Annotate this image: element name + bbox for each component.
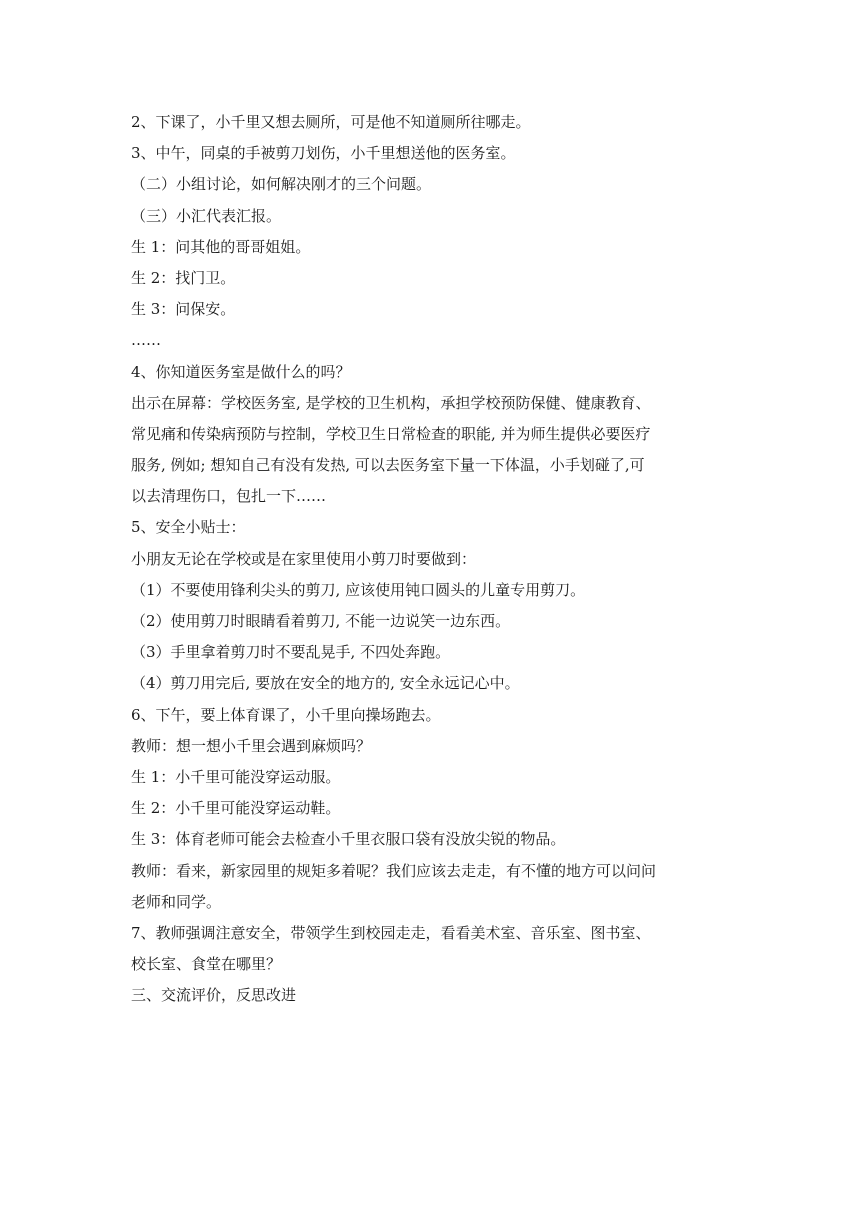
text-line: 生 1：问其他的哥哥姐姐。 [131,237,311,256]
text-line: 生 2：小千里可能没穿运动鞋。 [131,799,341,818]
text-line: （3）手里拿着剪刀时不要乱晃手, 不四处奔跑。 [131,643,451,662]
text-line: 服务, 例如; 想知自己有没有发热, 可以去医务室下量一下体温，小手划碰了,可 [131,456,645,475]
text-line: 3、中午，同桌的手被剪刀划伤，小千里想送他的医务室。 [131,144,516,163]
text-line: 三、交流评价，反思改进 [131,986,297,1005]
text-line: 小朋友无论在学校或是在家里使用小剪刀时要做到： [131,549,477,568]
text-line: 生 3：问保安。 [131,300,236,319]
text-line: （二）小组讨论，如何解决刚才的三个问题。 [131,175,432,194]
text-line: 5、安全小贴士： [131,518,246,537]
text-line: 7、教师强调注意安全，带领学生到校园走走，看看美术室、音乐室、图书室、 [131,923,651,942]
text-line: 校长室、食堂在哪里？ [131,955,282,974]
text-line: 生 1：小千里可能没穿运动服。 [131,767,341,786]
text-line: （三）小汇代表汇报。 [131,206,282,225]
text-line: 以去清理伤口，包扎一下…… [131,487,327,506]
text-line: 常见痛和传染病预防与控制，学校卫生日常检查的职能, 并为师生提供必要医疗 [131,424,651,443]
text-line: 老师和同学。 [131,892,222,911]
text-line: 出示在屏幕：学校医务室, 是学校的卫生机构，承担学校预防保健、健康教育、 [131,393,651,412]
text-line: （1）不要使用锋利尖头的剪刀, 应该使用钝口圆头的儿童专用剪刀。 [131,580,586,599]
text-line: （2）使用剪刀时眼睛看着剪刀, 不能一边说笑一边东西。 [131,612,511,630]
text-line: 教师：看来，新家园里的规矩多着呢？我们应该去走走，有不懂的地方可以问问 [131,861,657,880]
text-line: 教师：想一想小千里会遇到麻烦吗？ [131,736,372,755]
text-line: （4）剪刀用完后, 要放在安全的地方的, 安全永远记心中。 [131,674,520,693]
text-line: 生 3：体育老师可能会去检查小千里衣服口袋有没放尖锐的物品。 [131,830,566,849]
text-line: 4、你知道医务室是做什么的吗？ [131,362,351,381]
text-line: 生 2：找门卫。 [131,268,236,287]
text-line: …… [131,331,161,350]
text-line: 6、下午，要上体育课了，小千里向操场跑去。 [131,705,441,724]
document-body [131,107,731,1011]
text-line: 2、下课了，小千里又想去厕所，可是他不知道厕所往哪走。 [131,113,531,131]
